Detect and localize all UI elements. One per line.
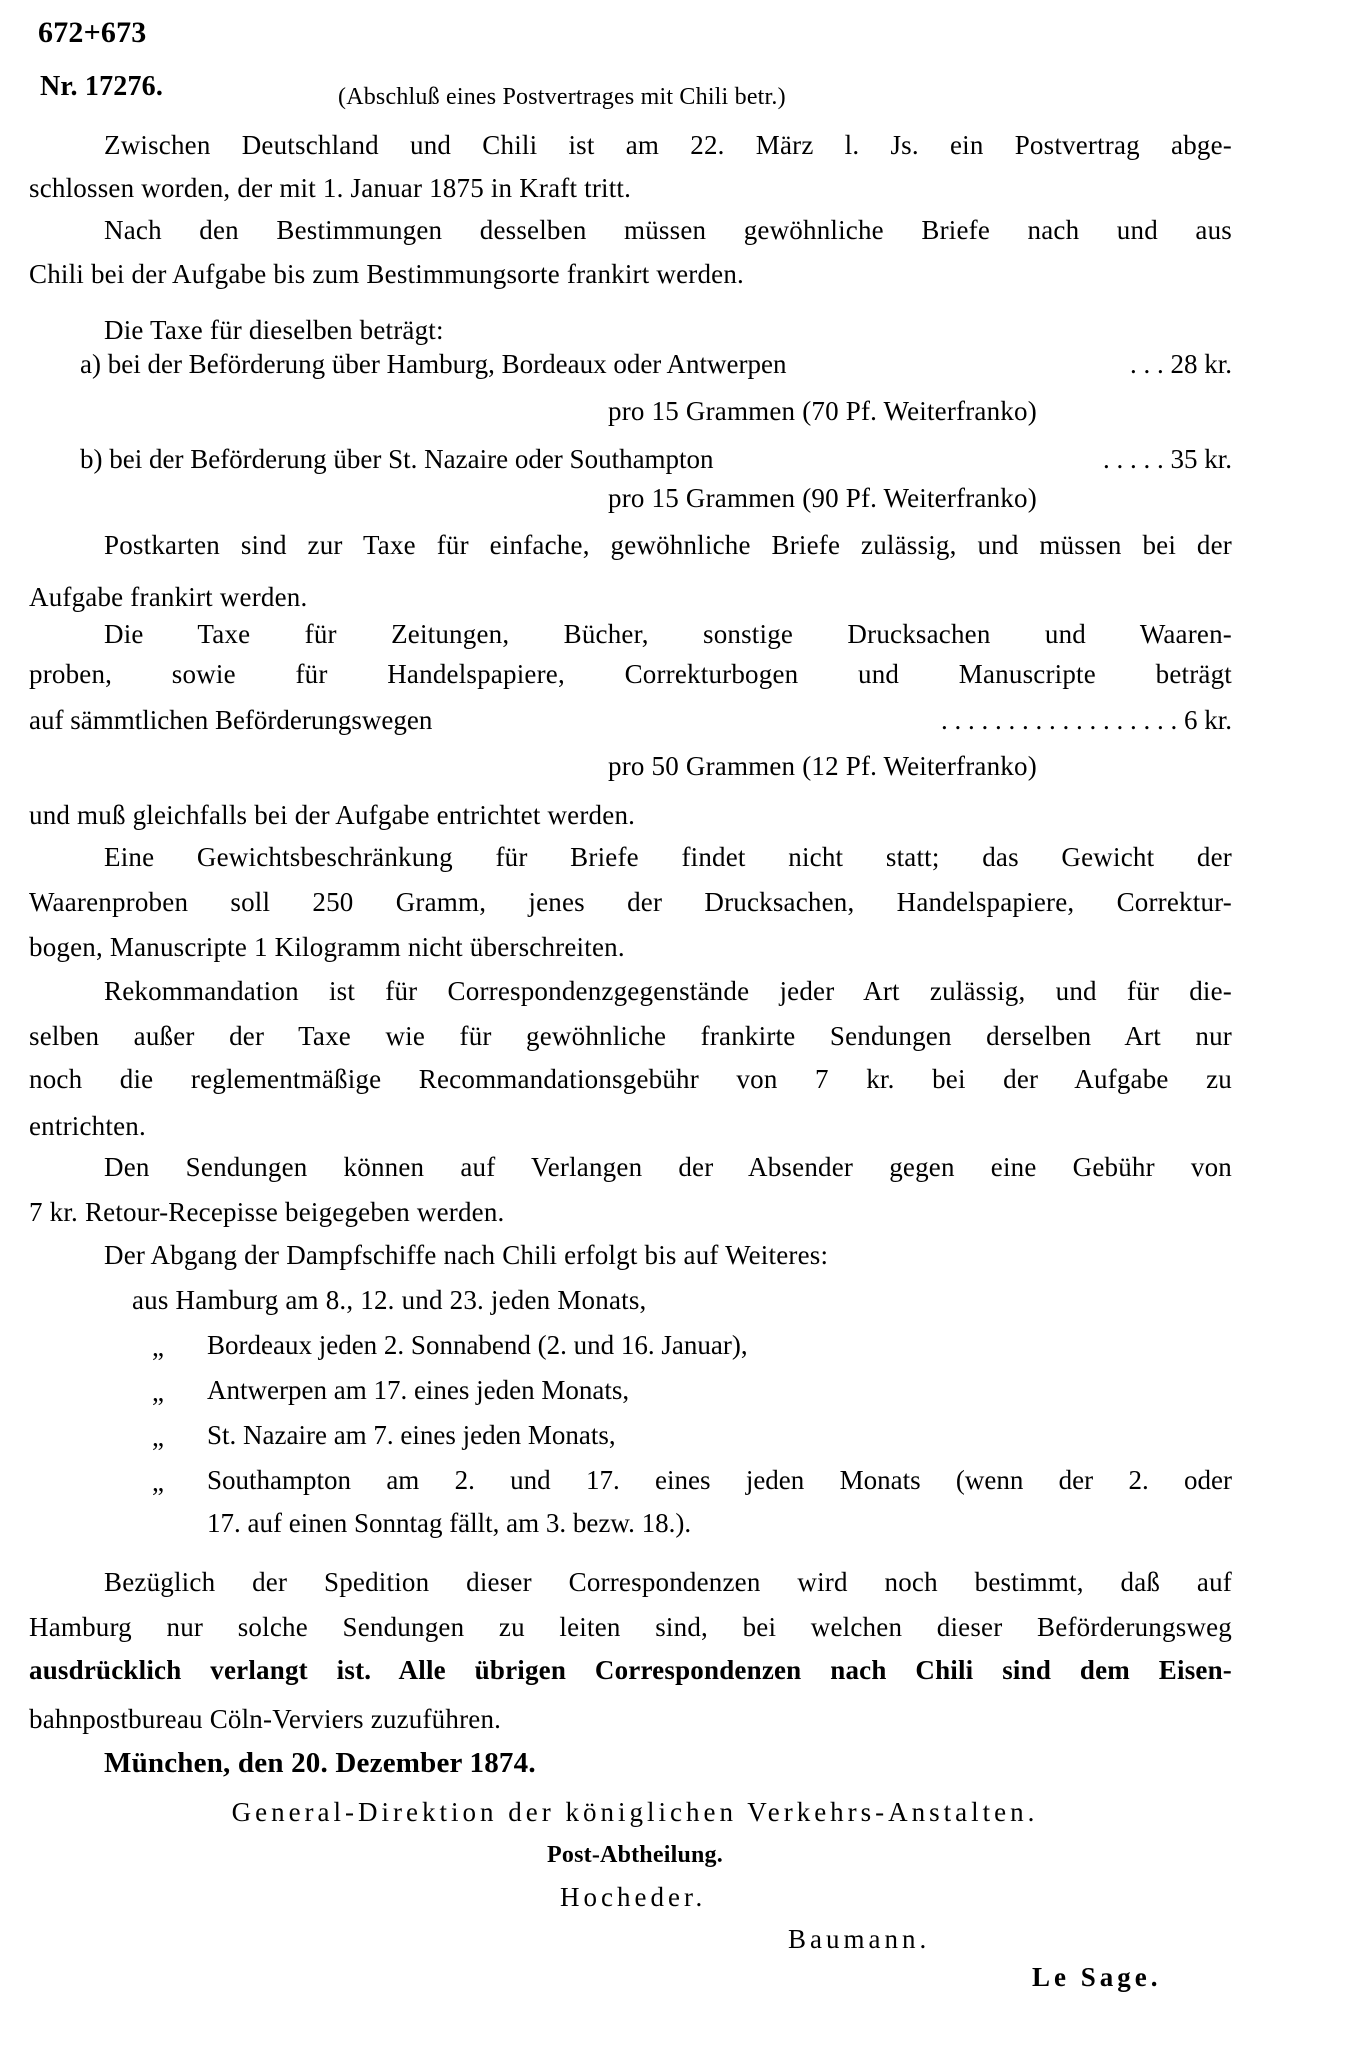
text-line: Hamburg nur solche Sendungen zu leiten sind, bei welchen dieser Beförderungsweg bbox=[29, 1612, 1232, 1642]
rate-b-label: b) bei der Beförderung über St. Nazaire oder Southampton bbox=[80, 444, 714, 474]
leader-dots: . . . . . bbox=[1102, 444, 1164, 474]
ditto-mark: „ bbox=[152, 1422, 164, 1452]
rate-print-label: auf sämmtlichen Beförderungswegen bbox=[29, 705, 433, 735]
departure-line: Bordeaux jeden 2. Sonnabend (2. und 16. Januar), bbox=[207, 1330, 748, 1360]
text-line: noch die reglementmäßige Recommandationsgebühr von 7 kr. bei der Aufgabe zu bbox=[29, 1064, 1232, 1094]
rate-a-row bbox=[80, 347, 1232, 381]
departure-line: Southampton am 2. und 17. eines jeden Monats (wenn der 2. oder bbox=[207, 1465, 1232, 1495]
rate-a-amount: 28 kr. bbox=[1170, 349, 1232, 379]
departure-line: St. Nazaire am 7. eines jeden Monats, bbox=[207, 1420, 616, 1450]
rate-print-row bbox=[29, 703, 1232, 737]
departure-line: aus Hamburg am 8., 12. und 23. jeden Monats, bbox=[132, 1285, 647, 1315]
ditto-mark: „ bbox=[152, 1377, 164, 1407]
rate-b-note: pro 15 Grammen (90 Pf. Weiterfranko) bbox=[608, 483, 1037, 513]
text-line: proben, sowie für Handelspapiere, Correkturbogen und Manuscripte beträgt bbox=[29, 659, 1232, 689]
rate-a-label: a) bei der Beförderung über Hamburg, Bordeaux oder Antwerpen bbox=[80, 349, 787, 379]
signature-baumann: Baumann. bbox=[788, 1924, 931, 1954]
text-line: entrichten. bbox=[29, 1111, 146, 1141]
text-line: Eine Gewichtsbeschränkung für Briefe findet nicht statt; das Gewicht der bbox=[104, 842, 1232, 872]
text-line: bogen, Manuscripte 1 Kilogramm nicht überschreiten. bbox=[29, 932, 625, 962]
leader-dots: . . . bbox=[1129, 349, 1164, 379]
rate-b-amount: 35 kr. bbox=[1170, 444, 1232, 474]
text-line: selben außer der Taxe wie für gewöhnliche frankirte Sendungen derselben Art nur bbox=[29, 1021, 1232, 1051]
text-line: Der Abgang der Dampfschiffe nach Chili erfolgt bis auf Weiteres: bbox=[104, 1240, 829, 1270]
signature-hocheder: Hocheder. bbox=[560, 1882, 707, 1912]
text-line: bahnpostbureau Cöln-Verviers zuzuführen. bbox=[29, 1704, 502, 1734]
text-line: Waarenproben soll 250 Gramm, jenes der Drucksachen, Handelspapiere, Correktur- bbox=[29, 887, 1232, 917]
text-line: Bezüglich der Spedition dieser Correspondenzen wird noch bestimmt, daß auf bbox=[104, 1567, 1232, 1597]
text-line: ausdrücklich verlangt ist. Alle übrigen Correspondenzen nach Chili sind dem Eisen- bbox=[29, 1655, 1232, 1685]
text-line: Postkarten sind zur Taxe für einfache, gewöhnliche Briefe zulässig, und müssen bei der bbox=[104, 530, 1232, 560]
rate-print-amount: 6 kr. bbox=[1183, 705, 1232, 735]
text-line: Die Taxe für dieselben beträgt: bbox=[104, 315, 444, 345]
ditto-mark: „ bbox=[152, 1332, 164, 1362]
ditto-mark: „ bbox=[152, 1467, 164, 1497]
rate-a-note: pro 15 Grammen (70 Pf. Weiterfranko) bbox=[608, 396, 1037, 426]
departure-line: Antwerpen am 17. eines jeden Monats, bbox=[207, 1375, 630, 1405]
text-line: und muß gleichfalls bei der Aufgabe entrichtet werden. bbox=[29, 800, 636, 830]
text-line: Zwischen Deutschland und Chili ist am 22. März l. Js. ein Postvertrag abge- bbox=[104, 130, 1232, 160]
departure-line: 17. auf einen Sonntag fällt, am 3. bezw. 18.). bbox=[207, 1508, 692, 1538]
authority: General-Direktion der königlichen Verkehrs-Anstalten. bbox=[231, 1797, 1039, 1827]
text-line: Rekommandation ist für Correspondenzgegenstände jeder Art zulässig, und für die- bbox=[104, 976, 1232, 1006]
department: Post-Abtheilung. bbox=[547, 1842, 723, 1868]
document-subject: (Abschluß eines Postvertrages mit Chili betr.) bbox=[338, 84, 786, 110]
text-line: 7 kr. Retour-Recepisse beigegeben werden. bbox=[29, 1197, 505, 1227]
text-line: Aufgabe frankirt werden. bbox=[29, 582, 308, 612]
rate-print-note: pro 50 Grammen (12 Pf. Weiterfranko) bbox=[608, 751, 1037, 781]
leader-dots: . . . . . . . . . . . . . . . . . . bbox=[940, 705, 1178, 735]
document-number: Nr. 17276. bbox=[40, 71, 164, 102]
text-line: Die Taxe für Zeitungen, Bücher, sonstige Drucksachen und Waaren- bbox=[104, 619, 1232, 649]
text-line: Den Sendungen können auf Verlangen der Absender gegen eine Gebühr von bbox=[104, 1152, 1232, 1182]
text-line: Chili bei der Aufgabe bis zum Bestimmungsorte frankirt werden. bbox=[29, 259, 744, 289]
page-numbers: 672+673 bbox=[38, 16, 147, 49]
rate-b-row bbox=[80, 442, 1232, 476]
text-line: schlossen worden, der mit 1. Januar 1875 in Kraft tritt. bbox=[29, 173, 632, 203]
place-date: München, den 20. Dezember 1874. bbox=[104, 1747, 536, 1779]
text-line: Nach den Bestimmungen desselben müssen gewöhnliche Briefe nach und aus bbox=[104, 215, 1232, 245]
signature-le-sage: Le Sage. bbox=[1032, 1962, 1162, 1992]
